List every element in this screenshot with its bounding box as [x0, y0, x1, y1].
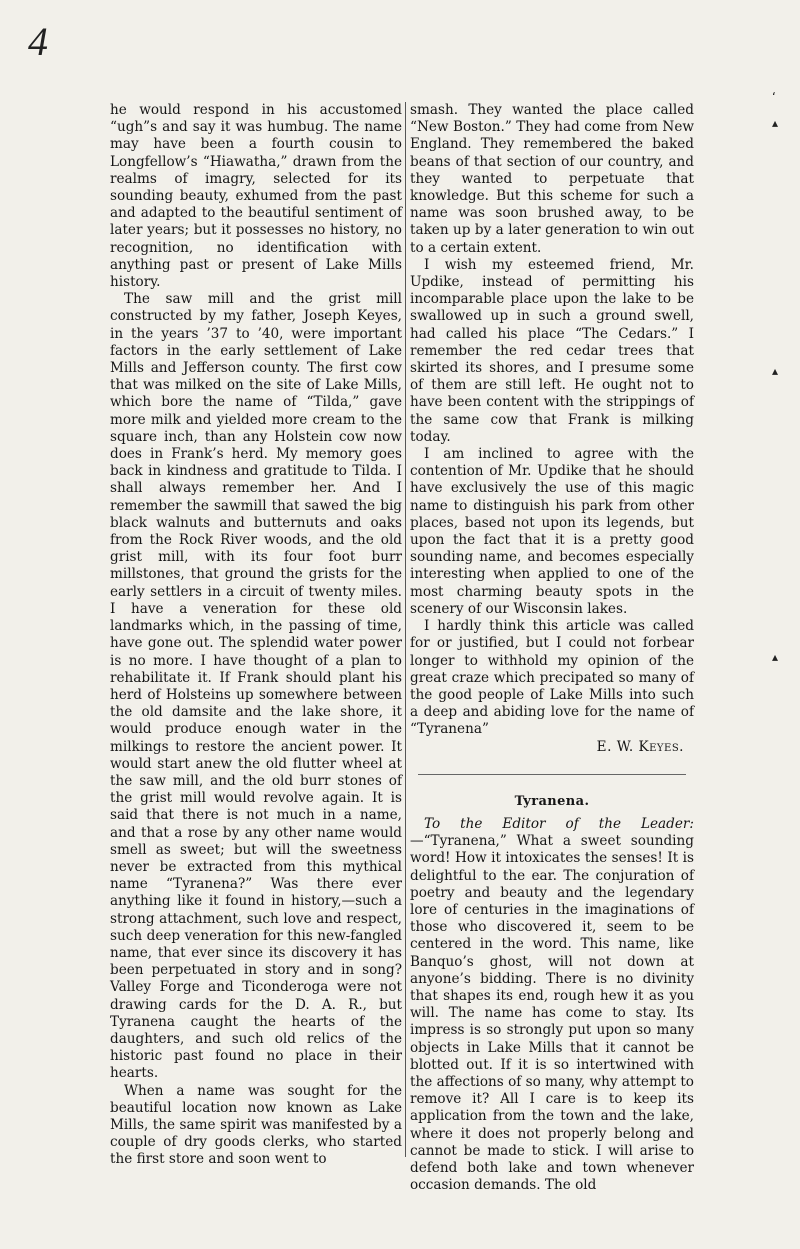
right-paragraph-2: I wish my esteemed friend, Mr. Updike, instead of permitting his incomparable place upon the lake to be swallowed up in such a ground swell, had called his place “The Cedars.” I remember the red cedar trees that skirted its shores, and I presume some of them are still left. He ought not to have been content with the strippings of the same cow that Frank is milking today.	[410, 256, 694, 445]
right-paragraph-3: I am inclined to agree with the contention of Mr. Updike that he should have exclusively the use of this magic name to distinguish his park from other places, based not upon its legends, but upon the fact that it is a pretty good sounding name, and becomes especially interesting when applied to one of the most charming beauty spots in the scenery of our Wisconsin lakes.	[410, 446, 694, 617]
letter-lead-in: To the Editor of the Leader:	[424, 815, 694, 832]
letter-body: —“Tyranena,” What a sweet sounding word! How it intoxicates the senses! It is delightful to the ear. The conjuration of poetry and beauty and the legendary lore of centuries in the imaginations of those who discovered it, seem to be centered in the word. This name, like Banquo’s ghost, will not down at anyone’s bidding. There is no divinity that shapes its end, rough hew it as you will. The name has come to stay. Its impress is so strongly put upon so many objects in Lake Mills that it cannot be blotted out. If it is so intertwined with the affections of so many, why attempt to remove it? All I care is to keep its application from the town and the lake, where it does not properly belong and cannot be made to stick. I will arise to defend both lake and town whenever occasion demands. The old	[410, 833, 694, 1194]
right-paragraph-1: smash. They wanted the place called “New Boston.” They had come from New England. They remembered the baked beans of that section of our country, and they wanted to perpetuate that knowledge. But this scheme for such a name was soon brushed away, to be taken up by a later generation to win out to a certain extent.	[410, 102, 694, 256]
margin-dot: ▴	[772, 650, 779, 664]
signature: E. W. Keyes.	[596, 738, 684, 755]
letter-paragraph	[410, 816, 694, 1194]
margin-dot: ▴	[772, 364, 779, 378]
column-divider	[405, 102, 406, 1157]
page-number: 4	[28, 19, 48, 64]
margin-dot: ▴	[772, 116, 779, 130]
section-rule	[418, 774, 686, 775]
right-paragraph-4: I hardly think this article was called for or justified, but I could not forbear longer to withhold my opinion of the great craze which precipated so many of the good people of Lake Mills into such a deep and abiding love for the name of “Tyranena”	[410, 618, 694, 738]
left-paragraph-1: he would respond in his accustomed “ugh”s and say it was humbug. The name may have been a fourth cousin to Longfellow’s “Hiawatha,” drawn from the realms of imagry, selected for its sounding beauty, exhumed from the past and adapted to the beautiful sentiment of later years; but it possesses no history, no recognition, no identification with anything past or present of Lake Mills history.	[110, 102, 402, 291]
left-paragraph-3: When a name was sought for the beautiful location now known as Lake Mills, the same spirit was manifested by a couple of dry goods clerks, who started the first store and soon went to	[110, 1082, 402, 1168]
section-title: Tyranena.	[514, 793, 590, 809]
margin-mark: ‘	[772, 90, 776, 104]
right-column	[410, 102, 694, 1194]
left-paragraph-2: The saw mill and the grist mill constructed by my father, Joseph Keyes, in the years ’37 to ’40, were important factors in the early settlement of Lake Mills and Jefferson county. The first cow that was milked on the site of Lake Mills, which bore the name of “Tilda,” gave more milk and yielded more cream to the square inch, than any Holstein cow now does in Frank’s herd. My memory goes back in kindness and gratitude to Tilda. I shall always remember her. And I remember the sawmill that sawed the big black walnuts and butternuts and oaks from the Rock River woods, and the old grist mill, with its four foot burr millstones, that ground the grists for the early settlers in a circuit of twenty miles. I have a veneration for these old landmarks which, in the passing of time, have gone out. The splendid water power is no more. I have thought of a plan to rehabilitate it. If Frank should plant his herd of Holsteins up somewhere between the old damsite and the lake shore, it would produce enough water in the milkings to restore the ancient power. It would start anew the old flutter wheel at the saw mill, and the old burr stones of the grist mill would revolve again. It is said that there is not much in a name, and that a rose by any other name would smell as sweet; but will the sweetness never be extracted from this mythical name “Tyranena?” Was there ever anything like it found in history,—such a strong attachment, such love and respect, such deep veneration for this new-fangled name, that ever since its discovery it has been perpetuated in story and in song? Valley Forge and Ticonderoga were not drawing cards for the D. A. R., but Tyranena caught the hearts of the daughters, and such old relics of the historic past found no place in their hearts.	[110, 291, 402, 1082]
left-column	[110, 102, 402, 1169]
